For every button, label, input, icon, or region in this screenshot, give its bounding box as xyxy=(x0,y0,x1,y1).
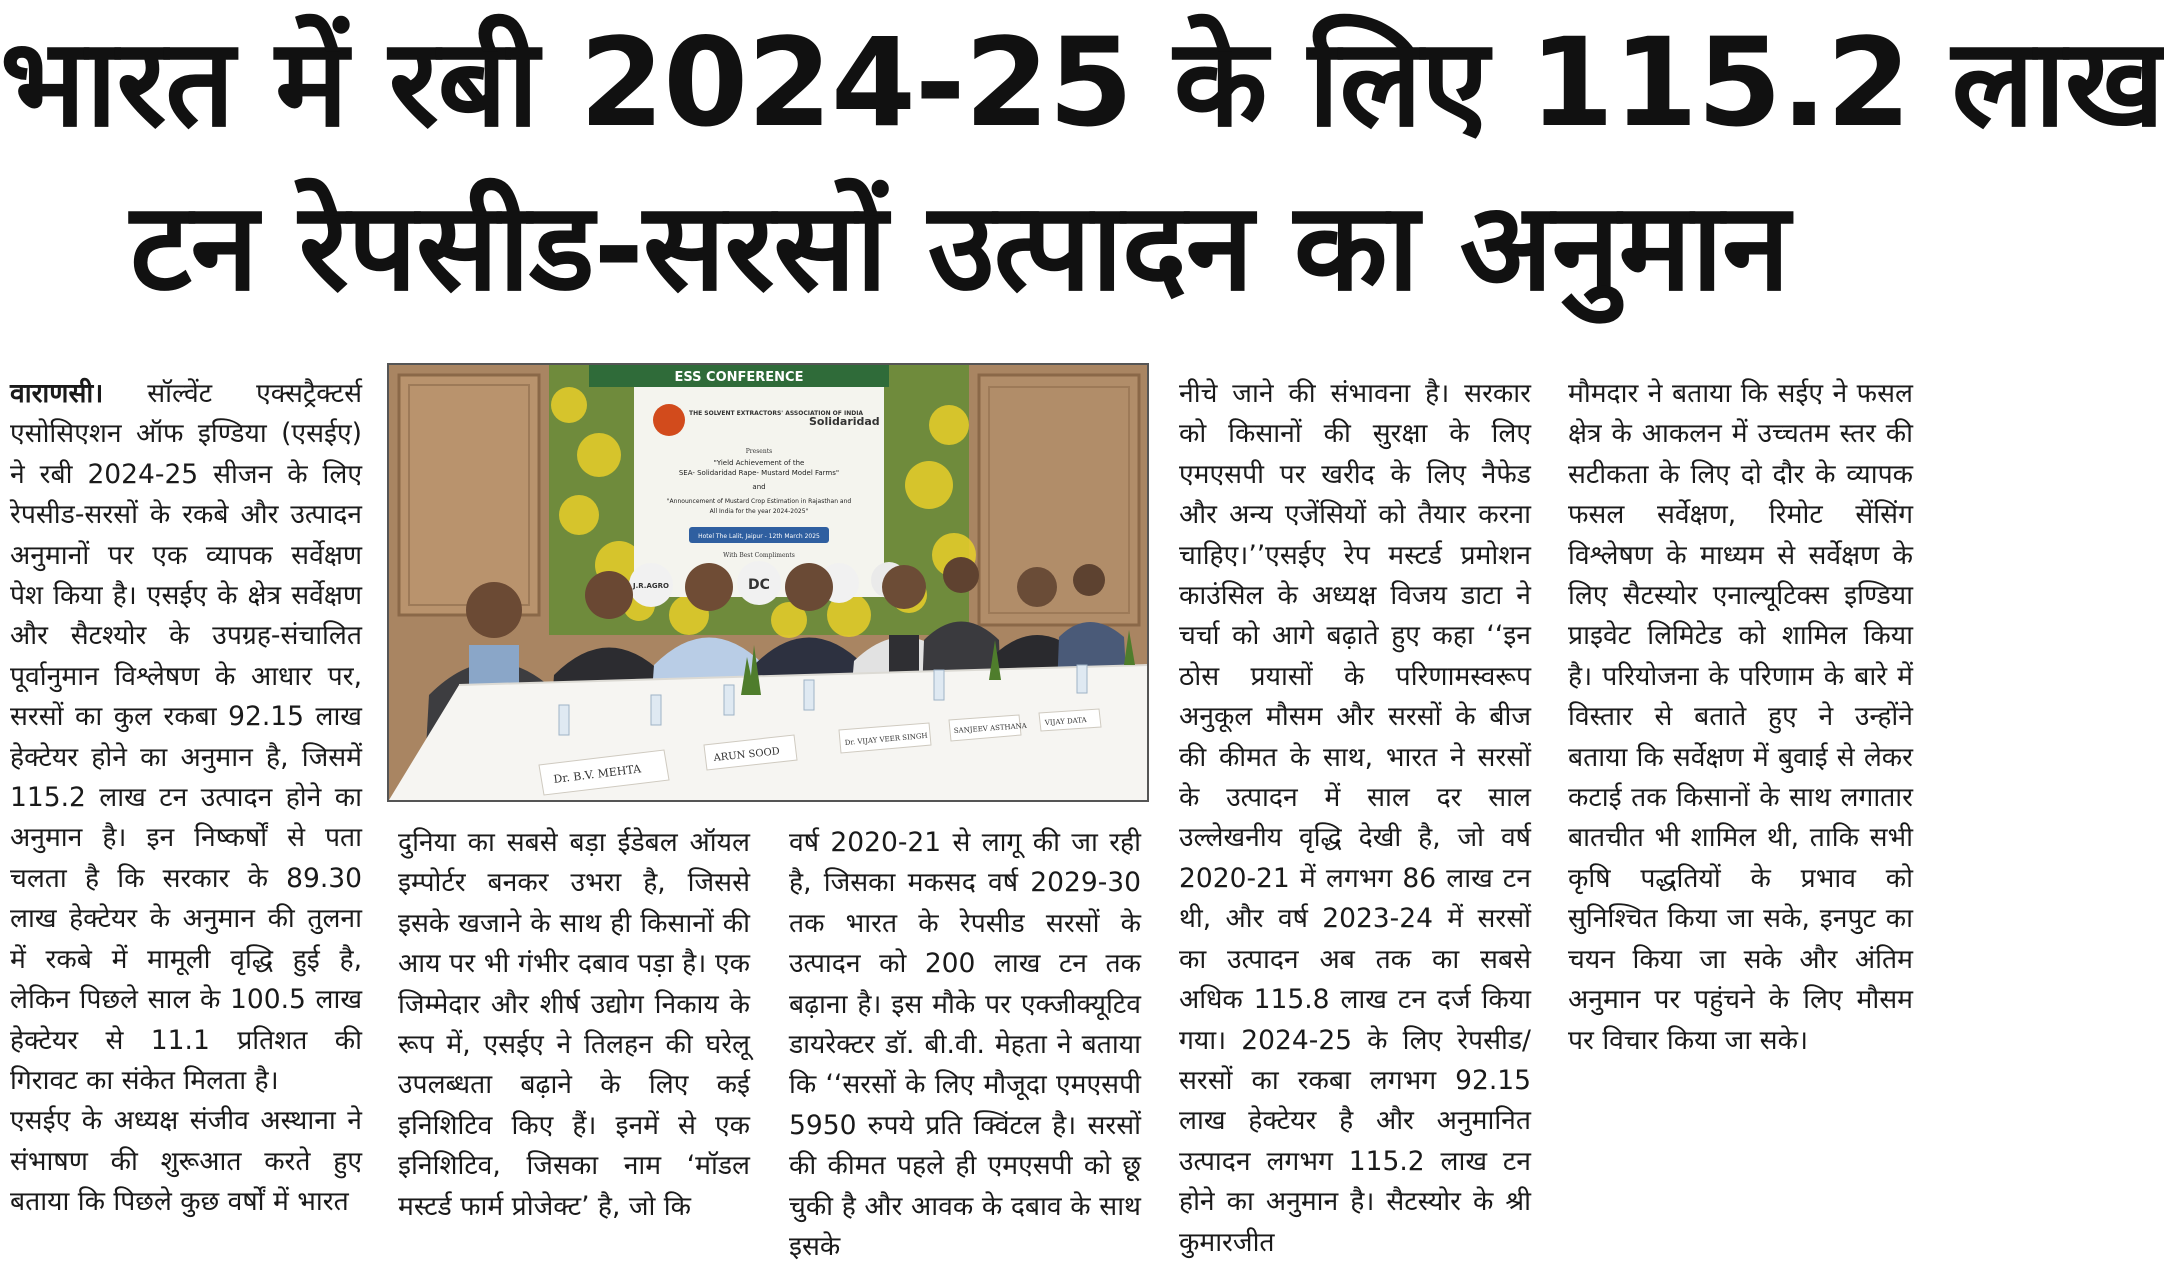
nameplate-2: ARUN SOOD xyxy=(713,746,781,764)
nameplate-5: VIJAY DATA xyxy=(1044,716,1087,727)
banner-title: ESS CONFERENCE xyxy=(674,370,804,385)
banner-line-1: "Yield Achievement of the xyxy=(713,459,805,467)
article-column-5 xyxy=(1568,374,1913,1056)
paragraph-3: दुनिया का सबसे बड़ा ईडेबल ऑयल इम्पोर्टर बनकर उभरा है, जिससे इसके खजाने के साथ ही किसानों की आय पर भी गंभीर दबाव पड़ा है। एक जिम्मेदार और शीर्ष उद्योग निकाय के रूप में, एसईए ने तिलहन की घरेलू उपलब्धता बढ़ाने के लिए कई इनिशिटिव किए हैं। इनमें से एक इनिशिटिव, जिसका नाम ‘मॉडल मस्टर्ड फार्म प्रोजेक्ट’ है, जो कि xyxy=(398,827,750,1222)
nameplate-3: Dr. VIJAY VEER SINGH xyxy=(844,731,928,747)
article-column-3 xyxy=(789,823,1141,1269)
banner-compliments: With Best Compliments xyxy=(723,552,795,559)
paragraph-6: मौमदार ने बताया कि सईए ने फसल क्षेत्र के आकलन में उच्चतम स्तर की सटीकता के लिए दो दौर के व्यापक फसल सर्वेक्षण, रिमोट सेंसिंग विश्लेषण के माध्यम से सर्वेक्षण के लिए सैटस्योर एनाल्यूटिक्स इण्डिया प्राइवेट लिमिटेड को शामिल किया है। परियोजना के परिणाम के बारे में विस्तार से बताते हुए ने उन्होंने बताया कि सर्वेक्षण में बुवाई से लेकर कटाई तक किसानों के साथ लगातार बातचीत भी शामिल थी, ताकि सभी कृषि पद्धतियों के प्रभाव को सुनिश्चित किया जा सके, इनपुट का चयन किया जा सके और अंतिम अनुमान पर पहुंचने के लिए मौसम पर विचार किया जा सके। xyxy=(1568,378,1913,1056)
paragraph-5: नीचे जाने की संभावना है। सरकार को किसानों की सुरक्षा के लिए एमएसपी पर खरीद के लिए नैफेड और अन्य एजेंसियों को तैयार करना चाहिए।’’एसईए रेप मस्टर्ड प्रमोशन काउंसिल के अध्यक्ष विजय डाटा ने चर्चा को आगे बढ़ाते हुए कहा ‘‘इन ठोस प्रयासों के परिणामस्वरूप अनुकूल मौसम और सरसों के बीज की कीमत के साथ, भारत ने सरसों के उत्पादन में साल दर साल उल्लेखनीय वृद्धि देखी है, जो वर्ष 2020-21 में लगभग 86 लाख टन थी, और वर्ष 2023-24 में सरसों का उत्पादन अब तक का सबसे अधिक 115.8 लाख टन दर्ज किया गया। 2024-25 के लिए रेपसीड/सरसों का रकबा लगभग 92.15 लाख हेक्टेयर है और अनुमानित उत्पादन लगभग 115.2 लाख टन होने का अनुमान है। सैटस्योर के श्री कुमारजीत xyxy=(1179,378,1531,1258)
headline-line-2: टन रेपसीड-सरसों उत्पादन का अनुमान xyxy=(130,176,1789,318)
paragraph-2: एसईए के अध्यक्ष संजीव अस्थाना ने संभाषण की शुरूआत करते हुए बताया कि पिछले कुछ वर्षों में भारत xyxy=(10,1105,362,1218)
paragraph-1-text: सॉल्वेंट एक्सट्रैक्टर्स एसोसिएशन ऑफ इण्डिया (एसईए) ने रबी 2024-25 सीजन के लिए रेपसीड-सरसों के रकबे और उत्पादन अनुमानों पर एक व्यापक सर्वेक्षण पेश किया है। एसईए के क्षेत्र सर्वेक्षण और सैटश्योर के उपग्रह-संचालित पूर्वानुमान विश्लेषण के आधार पर, सरसों का कुल रकबा 92.15 लाख हेक्टेयर होने का अनुमान है, जिसमें 115.2 लाख टन उत्पादन होने का अनुमान है। इन निष्कर्षों से पता चलता है कि सरकार के 89.30 लाख हेक्टेयर के अनुमान की तुलना में रकबे में मामूली वृद्धि हुई है, लेकिन पिछले साल के 100.5 लाख हेक्टेयर से 11.1 प्रतिशत की गिरावट का संकेत मिलता है। xyxy=(10,378,363,1096)
banner-presents: Presents xyxy=(745,448,773,455)
banner-and: and xyxy=(752,483,766,491)
banner-venue: Hotel The Lalit, Jaipur - 12th March 2025 xyxy=(698,533,820,540)
banner-line-2: SEA- Solidaridad Rape- Mustard Model Farms" xyxy=(678,469,840,477)
headline-line-1: भारत में रबी 2024-25 के लिए 115.2 लाख xyxy=(0,12,2164,154)
article-column-1 xyxy=(10,374,362,1269)
paragraph-1 xyxy=(10,374,362,1101)
sponsor-1: J.R.AGRO xyxy=(633,582,669,590)
nameplate-1: Dr. B.V. MEHTA xyxy=(552,762,642,786)
sponsor-2: DC xyxy=(748,577,770,593)
partner-name: Solidaridad xyxy=(809,415,880,428)
article-column-2 xyxy=(398,823,750,1269)
banner-line-4: All India for the year 2024-2025" xyxy=(709,508,809,515)
sea-logo-icon xyxy=(653,404,685,436)
dateline: वाराणसी। xyxy=(10,378,104,409)
article-column-4 xyxy=(1179,374,1531,1269)
org-name: THE SOLVENT EXTRACTORS' ASSOCIATION OF INDIA xyxy=(689,410,864,417)
nameplate-4: SANJEEV ASTHANA xyxy=(953,721,1028,735)
conference-photo xyxy=(387,363,1149,802)
banner-line-3: "Announcement of Mustard Crop Estimation in Rajasthan and xyxy=(666,498,852,505)
paragraph-4: वर्ष 2020-21 से लागू की जा रही है, जिसका मकसद वर्ष 2029-30 तक भारत के रेपसीड सरसों के उत्पादन को 200 लाख टन तक बढ़ाना है। इस मौके पर एक्जीक्यूटिव डायरेक्टर डॉ. बी.वी. मेहता ने बताया कि ‘‘सरसों के लिए मौजूदा एमएसपी 5950 रुपये प्रति क्विंटल है। सरसों की कीमत पहले ही एमएसपी को छू चुकी है और आवक के दबाव के साथ इसके xyxy=(789,827,1141,1263)
